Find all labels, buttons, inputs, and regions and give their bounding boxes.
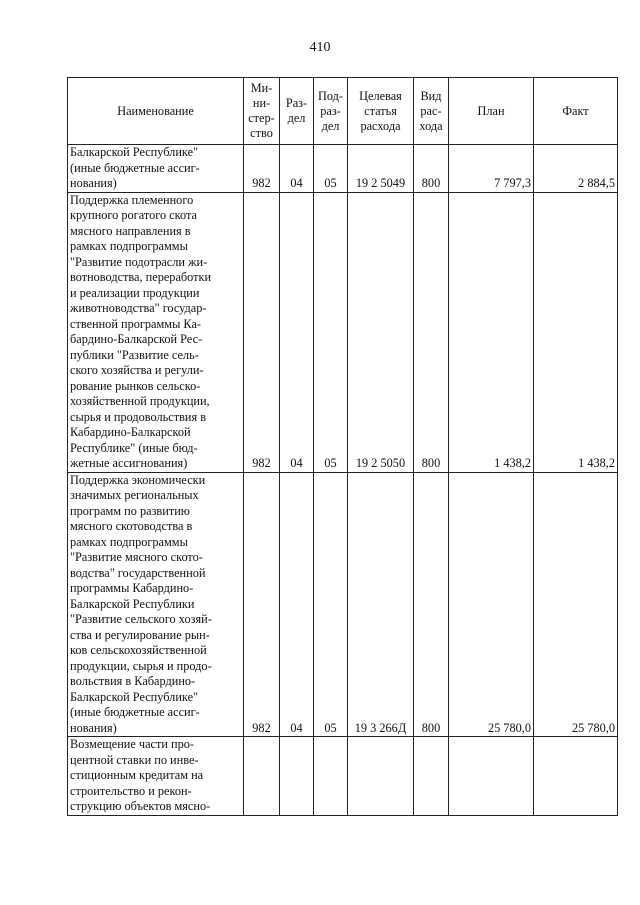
table-row bbox=[68, 145, 618, 193]
row-target bbox=[348, 737, 414, 816]
row-section: 04 bbox=[280, 192, 314, 472]
row-ministry: 982 bbox=[244, 192, 280, 472]
row-plan: 25 780,0 bbox=[449, 472, 534, 737]
row-name: Поддержка племенного крупного рогатого скота мясного направления в рамках подпрограммы "Развитие подотрасли жи- вотноводства, переработки и реализации продукции животноводства" государ- ственной программы Ка- бардино-Балкарской Рес- публики "Развитие сель- ского хозяйства и регули- рование рынков сельско- хозяйственной продукции, сырья и продовольствия в Кабардино-Балкарской Республике" (иные бюд- жетные ассигнования) bbox=[68, 192, 244, 472]
table-row bbox=[68, 737, 618, 816]
row-ministry: 982 bbox=[244, 145, 280, 193]
row-type: 800 bbox=[414, 192, 449, 472]
header-section: Раз- дел bbox=[280, 78, 314, 145]
row-type: 800 bbox=[414, 472, 449, 737]
row-subsection: 05 bbox=[314, 192, 348, 472]
row-fact: 25 780,0 bbox=[534, 472, 618, 737]
table-row bbox=[68, 192, 618, 472]
row-subsection: 05 bbox=[314, 472, 348, 737]
row-section bbox=[280, 737, 314, 816]
row-section: 04 bbox=[280, 472, 314, 737]
header-fact: Факт bbox=[534, 78, 618, 145]
header-target: Целевая статья расхода bbox=[348, 78, 414, 145]
header-row bbox=[68, 78, 618, 145]
page-number: 410 bbox=[309, 40, 331, 55]
row-fact: 1 438,2 bbox=[534, 192, 618, 472]
header-type: Вид рас- хода bbox=[414, 78, 449, 145]
budget-table bbox=[67, 77, 618, 816]
row-type bbox=[414, 737, 449, 816]
row-fact: 2 884,5 bbox=[534, 145, 618, 193]
header-subsection: Под- раз- дел bbox=[314, 78, 348, 145]
row-ministry: 982 bbox=[244, 472, 280, 737]
row-target: 19 3 266Д bbox=[348, 472, 414, 737]
row-fact bbox=[534, 737, 618, 816]
row-plan: 7 797,3 bbox=[449, 145, 534, 193]
row-subsection bbox=[314, 737, 348, 816]
row-section: 04 bbox=[280, 145, 314, 193]
row-name: Поддержка экономически значимых региональных программ по развитию мясного скотоводства в рамках подпрограммы "Развитие мясного ското- водства" государственной программы Кабардино- Балкарской Республики "Развитие сельского хозяй- ства и регулирование рын- ков сельскохозяйственной продукции, сырья и продо- вольствия в Кабардино- Балкарской Республике" (иные бюджетные ассиг- нования) bbox=[68, 472, 244, 737]
row-type: 800 bbox=[414, 145, 449, 193]
table-row bbox=[68, 472, 618, 737]
row-target: 19 2 5050 bbox=[348, 192, 414, 472]
row-name: Балкарской Республике" (иные бюджетные ассиг- нования) bbox=[68, 145, 244, 193]
header-name: Наименование bbox=[68, 78, 244, 145]
row-name: Возмещение части про- центной ставки по инве- стиционным кредитам на строительство и рекон- струкцию объектов мясно- bbox=[68, 737, 244, 816]
header-ministry: Ми- ни- стер- ство bbox=[244, 78, 280, 145]
row-target: 19 2 5049 bbox=[348, 145, 414, 193]
row-plan bbox=[449, 737, 534, 816]
row-plan: 1 438,2 bbox=[449, 192, 534, 472]
row-subsection: 05 bbox=[314, 145, 348, 193]
row-ministry bbox=[244, 737, 280, 816]
header-plan: План bbox=[449, 78, 534, 145]
